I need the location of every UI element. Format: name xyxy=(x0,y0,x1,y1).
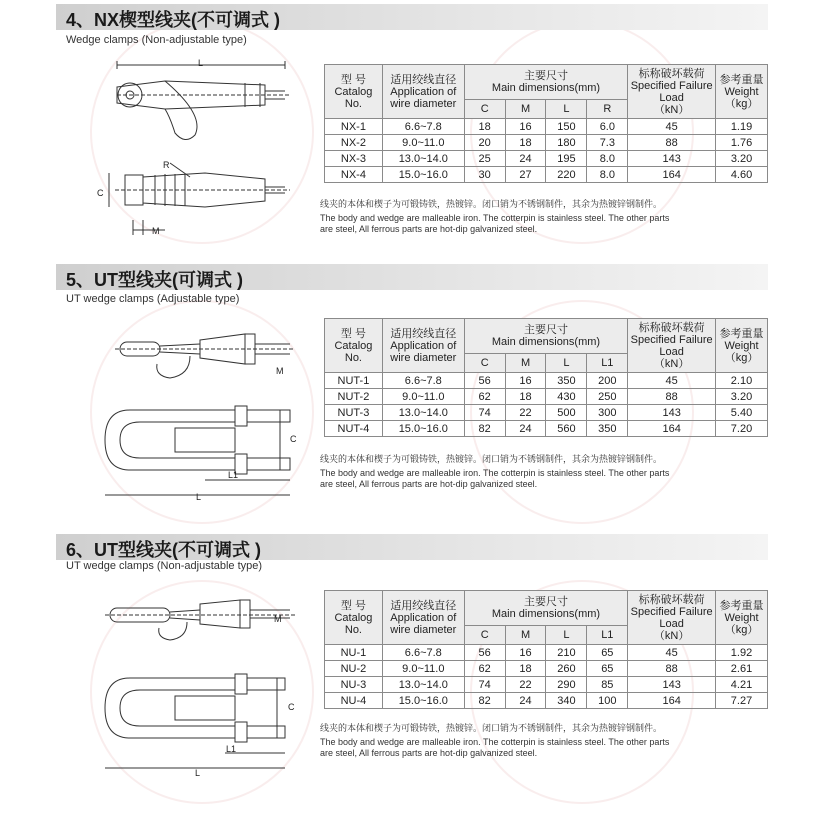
cell-c: 25 xyxy=(464,151,505,167)
header-model: 型 号 Catalog No. xyxy=(325,591,383,645)
header-load: 标称破坏载荷 Specified Failure Load （kN） xyxy=(628,319,716,373)
header-dim-col: L xyxy=(546,626,587,645)
cell-wire: 13.0~14.0 xyxy=(382,677,464,693)
cell-weight: 1.92 xyxy=(716,645,768,661)
cell-model: NX-1 xyxy=(325,119,383,135)
header-model: 型 号 Catalog No. xyxy=(325,65,383,119)
header-dim-col: L1 xyxy=(587,626,628,645)
cell-r: 6.0 xyxy=(587,119,628,135)
cell-weight: 5.40 xyxy=(716,405,768,421)
cell-r: 8.0 xyxy=(587,151,628,167)
header-dim-col: L1 xyxy=(587,354,628,373)
header-weight: 参考重量 Weight （kg） xyxy=(716,591,768,645)
cell-wire: 15.0~16.0 xyxy=(382,167,464,183)
header-dim-col: M xyxy=(505,354,546,373)
cell-load: 45 xyxy=(628,119,716,135)
cell-m: 16 xyxy=(505,645,546,661)
cell-l1: 350 xyxy=(587,421,628,437)
header-dim-col: M xyxy=(505,626,546,645)
header-dim-col: L xyxy=(546,100,587,119)
cell-wire: 15.0~16.0 xyxy=(382,421,464,437)
material-note-cn: 线夹的本体和楔子为可锻铸铁，热镀锌。闭口销为不锈钢制件，其余为热镀锌钢制件。 xyxy=(320,454,663,464)
cell-c: 74 xyxy=(464,405,505,421)
cell-l: 560 xyxy=(546,421,587,437)
material-note xyxy=(320,199,740,235)
header-dim-col: M xyxy=(505,100,546,119)
header-dims: 主要尺寸 Main dimensions(mm) xyxy=(464,65,628,100)
nx-dim-label-m: M xyxy=(152,226,160,236)
cell-c: 62 xyxy=(464,389,505,405)
table-row xyxy=(325,661,768,677)
nx-clamp-drawing xyxy=(95,55,300,245)
table-row xyxy=(325,405,768,421)
cell-l1: 65 xyxy=(587,661,628,677)
cell-c: 20 xyxy=(464,135,505,151)
cell-l: 350 xyxy=(546,373,587,389)
cell-c: 18 xyxy=(464,119,505,135)
cell-l: 500 xyxy=(546,405,587,421)
cell-weight: 2.61 xyxy=(716,661,768,677)
cell-load: 88 xyxy=(628,135,716,151)
table-row xyxy=(325,421,768,437)
cell-weight: 4.60 xyxy=(716,167,768,183)
section-subtitle: UT wedge clamps (Adjustable type) xyxy=(66,293,240,305)
material-note-cn: 线夹的本体和楔子为可锻铸铁，热镀锌。闭口销为不锈钢制件，其余为热镀锌钢制件。 xyxy=(320,723,663,733)
cell-wire: 6.6~7.8 xyxy=(382,373,464,389)
cell-model: NU-2 xyxy=(325,661,383,677)
header-model: 型 号 Catalog No. xyxy=(325,319,383,373)
cell-load: 164 xyxy=(628,421,716,437)
header-dim-col: C xyxy=(464,100,505,119)
cell-model: NU-3 xyxy=(325,677,383,693)
cell-weight: 1.76 xyxy=(716,135,768,151)
cell-load: 45 xyxy=(628,373,716,389)
ut-nonadj-dim-label-l1: L1 xyxy=(226,744,237,754)
header-wire: 适用绞线直径 Application of wire diameter xyxy=(382,319,464,373)
section-subtitle: Wedge clamps (Non-adjustable type) xyxy=(66,34,247,46)
cell-weight: 2.10 xyxy=(716,373,768,389)
cell-model: NUT-2 xyxy=(325,389,383,405)
ut-nonadj-dim-label-m: M xyxy=(274,614,282,624)
cell-l: 220 xyxy=(546,167,587,183)
material-note-en-line2: are steel, All ferrous parts are hot-dip galvanized steel. xyxy=(320,748,538,758)
nx-dim-label-l: L xyxy=(198,58,204,68)
cell-model: NX-4 xyxy=(325,167,383,183)
cell-l: 210 xyxy=(546,645,587,661)
cell-l1: 65 xyxy=(587,645,628,661)
cell-load: 143 xyxy=(628,677,716,693)
cell-weight: 3.20 xyxy=(716,389,768,405)
header-dim-col: C xyxy=(464,626,505,645)
cell-model: NU-4 xyxy=(325,693,383,709)
cell-l1: 250 xyxy=(587,389,628,405)
nx-dim-label-r: R xyxy=(163,160,170,170)
cell-wire: 6.6~7.8 xyxy=(382,645,464,661)
section-ut-non-adjustable-clamp xyxy=(0,532,827,827)
table-row xyxy=(325,119,768,135)
material-note-en-line2: are steel, All ferrous parts are hot-dip galvanized steel. xyxy=(320,479,538,489)
cell-load: 143 xyxy=(628,405,716,421)
cell-m: 24 xyxy=(505,151,546,167)
ut-adj-dim-label-c: C xyxy=(290,434,297,444)
cell-weight: 1.19 xyxy=(716,119,768,135)
cell-m: 24 xyxy=(505,421,546,437)
material-note-cn: 线夹的本体和楔子为可锻铸铁，热镀锌。闭口销为不锈钢制件，其余为热镀锌钢制件。 xyxy=(320,199,663,209)
section-nx-wedge-clamp xyxy=(0,0,827,260)
nx-spec-table xyxy=(324,64,768,183)
cell-l1: 85 xyxy=(587,677,628,693)
material-note xyxy=(320,723,740,759)
header-wire: 适用绞线直径 Application of wire diameter xyxy=(382,65,464,119)
header-dim-col: R xyxy=(587,100,628,119)
header-weight: 参考重量 Weight （kg） xyxy=(716,65,768,119)
table-row xyxy=(325,151,768,167)
cell-wire: 15.0~16.0 xyxy=(382,693,464,709)
cell-c: 30 xyxy=(464,167,505,183)
section-title: 5、UT型线夹(可调式 ) xyxy=(66,270,243,290)
table-row xyxy=(325,693,768,709)
cell-m: 22 xyxy=(505,677,546,693)
cell-l: 150 xyxy=(546,119,587,135)
cell-l: 340 xyxy=(546,693,587,709)
cell-l: 195 xyxy=(546,151,587,167)
cell-l: 290 xyxy=(546,677,587,693)
cell-c: 74 xyxy=(464,677,505,693)
cell-weight: 7.27 xyxy=(716,693,768,709)
cell-c: 56 xyxy=(464,645,505,661)
cell-l1: 100 xyxy=(587,693,628,709)
cell-wire: 9.0~11.0 xyxy=(382,135,464,151)
cell-load: 88 xyxy=(628,661,716,677)
section-subtitle: UT wedge clamps (Non-adjustable type) xyxy=(66,560,263,572)
table-row xyxy=(325,135,768,151)
cell-load: 164 xyxy=(628,693,716,709)
cell-l: 430 xyxy=(546,389,587,405)
cell-c: 62 xyxy=(464,661,505,677)
table-row xyxy=(325,389,768,405)
cell-wire: 9.0~11.0 xyxy=(382,389,464,405)
header-dim-col: L xyxy=(546,354,587,373)
section-title: 4、NX楔型线夹(不可调式 ) xyxy=(66,10,281,30)
material-note-en-line1: The body and wedge are malleable iron. The cotterpin is stainless steel. The other parts xyxy=(320,213,670,223)
section-title: 6、UT型线夹(不可调式 ) xyxy=(66,540,261,560)
material-note-en-line1: The body and wedge are malleable iron. The cotterpin is stainless steel. The other parts xyxy=(320,468,670,478)
nx-dim-label-c: C xyxy=(97,188,104,198)
cell-m: 27 xyxy=(505,167,546,183)
table-row xyxy=(325,645,768,661)
section-ut-adjustable-clamp xyxy=(0,262,827,532)
table-row xyxy=(325,677,768,693)
cell-weight: 7.20 xyxy=(716,421,768,437)
cell-model: NUT-4 xyxy=(325,421,383,437)
cell-m: 24 xyxy=(505,693,546,709)
cell-l: 180 xyxy=(546,135,587,151)
cell-model: NUT-3 xyxy=(325,405,383,421)
header-dims: 主要尺寸 Main dimensions(mm) xyxy=(464,319,628,354)
cell-model: NX-3 xyxy=(325,151,383,167)
ut-adj-dim-label-m: M xyxy=(276,366,284,376)
cell-m: 16 xyxy=(505,373,546,389)
header-weight: 参考重量 Weight （kg） xyxy=(716,319,768,373)
header-load: 标称破坏载荷 Specified Failure Load （kN） xyxy=(628,591,716,645)
cell-wire: 6.6~7.8 xyxy=(382,119,464,135)
cell-m: 18 xyxy=(505,135,546,151)
cell-m: 16 xyxy=(505,119,546,135)
cell-c: 56 xyxy=(464,373,505,389)
ut-adj-dim-label-l: L xyxy=(196,492,202,502)
cell-l1: 300 xyxy=(587,405,628,421)
nut-spec-table xyxy=(324,318,768,437)
material-note xyxy=(320,454,740,490)
table-row xyxy=(325,167,768,183)
header-load: 标称破坏载荷 Specified Failure Load （kN） xyxy=(628,65,716,119)
cell-weight: 3.20 xyxy=(716,151,768,167)
cell-m: 18 xyxy=(505,389,546,405)
ut-nonadj-dim-label-c: C xyxy=(288,702,295,712)
cell-l: 260 xyxy=(546,661,587,677)
cell-model: NU-1 xyxy=(325,645,383,661)
cell-r: 7.3 xyxy=(587,135,628,151)
cell-load: 164 xyxy=(628,167,716,183)
cell-wire: 13.0~14.0 xyxy=(382,405,464,421)
cell-wire: 13.0~14.0 xyxy=(382,151,464,167)
nu-spec-table xyxy=(324,590,768,709)
cell-m: 18 xyxy=(505,661,546,677)
cell-model: NX-2 xyxy=(325,135,383,151)
cell-load: 88 xyxy=(628,389,716,405)
ut-nonadj-dim-label-l: L xyxy=(195,768,201,778)
header-dim-col: C xyxy=(464,354,505,373)
cell-load: 45 xyxy=(628,645,716,661)
cell-c: 82 xyxy=(464,421,505,437)
header-dims: 主要尺寸 Main dimensions(mm) xyxy=(464,591,628,626)
header-wire: 适用绞线直径 Application of wire diameter xyxy=(382,591,464,645)
cell-r: 8.0 xyxy=(587,167,628,183)
cell-m: 22 xyxy=(505,405,546,421)
material-note-en-line2: are steel, All ferrous parts are hot-dip galvanized steel. xyxy=(320,224,538,234)
cell-c: 82 xyxy=(464,693,505,709)
cell-model: NUT-1 xyxy=(325,373,383,389)
cell-l1: 200 xyxy=(587,373,628,389)
cell-load: 143 xyxy=(628,151,716,167)
ut-adj-dim-label-l1: L1 xyxy=(228,470,239,480)
cell-wire: 9.0~11.0 xyxy=(382,661,464,677)
cell-weight: 4.21 xyxy=(716,677,768,693)
table-row xyxy=(325,373,768,389)
material-note-en-line1: The body and wedge are malleable iron. The cotterpin is stainless steel. The other parts xyxy=(320,737,670,747)
